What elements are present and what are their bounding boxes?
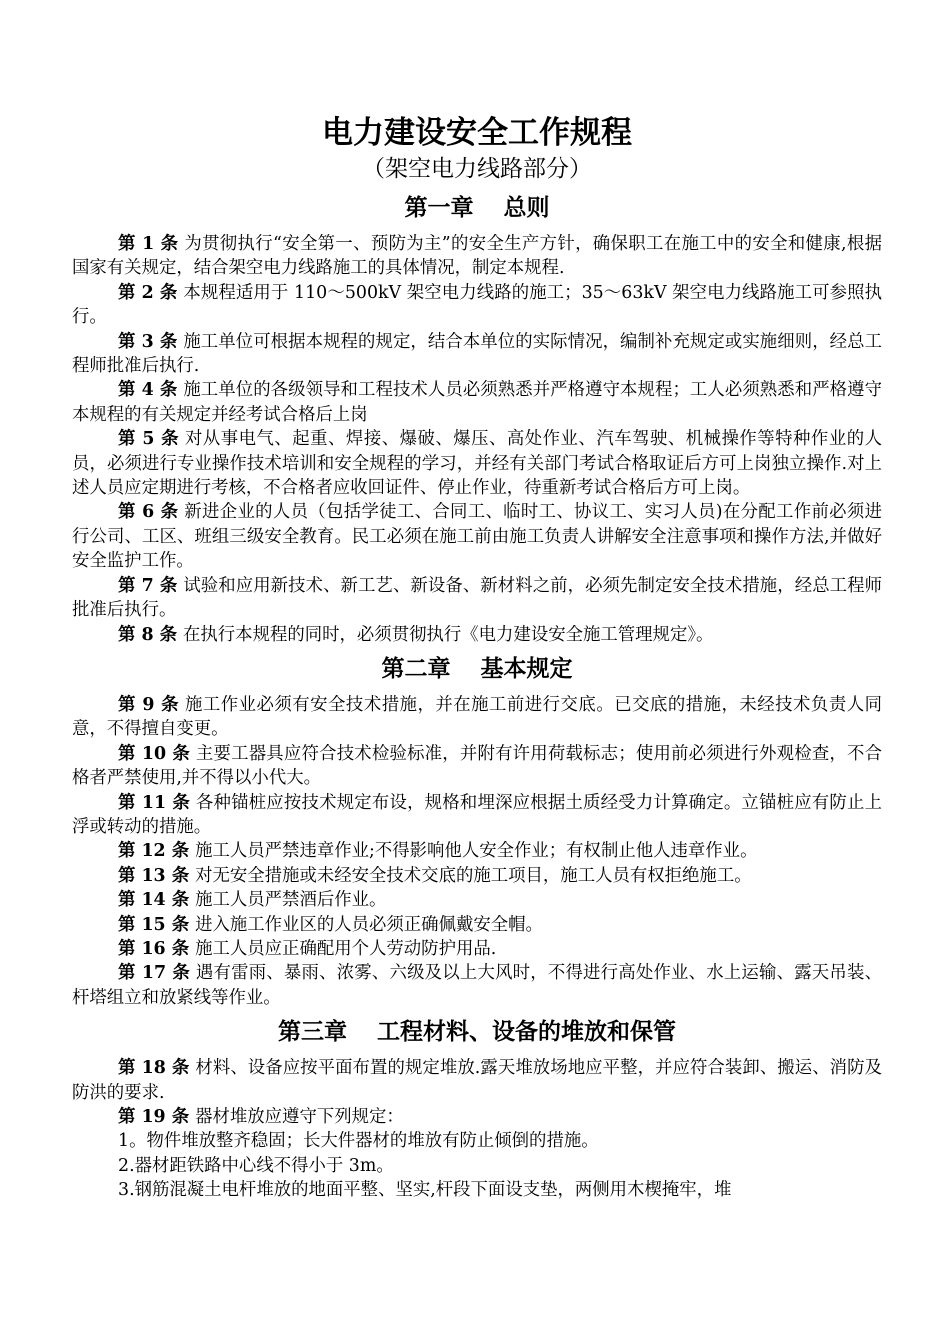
article-number: 第 13 条	[118, 865, 190, 886]
chapter-1	[72, 192, 882, 647]
article-text: 进入施工作业区的人员必须正确佩戴安全帽。	[195, 914, 543, 935]
article-text: 为贯彻执行“安全第一、预防为主”的安全生产方针，确保职工在施工中的安全和健康,根据国家有关规定，结合架空电力线路施工的具体情况，制定本规程.	[72, 234, 882, 279]
list-item: 1。物件堆放整齐稳固；长大件器材的堆放有防止倾倒的措施。	[118, 1131, 599, 1152]
article-text: 对从事电气、起重、焊接、爆破、爆压、高处作业、汽车驾驶、机械操作等特种作业的人员，必须进行专业操作技术培训和安全规程的学习，并经有关部门考试合格取证后方可上岗独立操作.对上述人员应定期进行考核，不合格者应收回证件、停止作业，待重新考试合格后方可上岗。	[72, 429, 882, 499]
article	[72, 378, 882, 427]
article	[72, 500, 882, 573]
article	[72, 864, 882, 888]
chapter-heading: 第三章 工程材料、设备的堆放和保管	[278, 1019, 676, 1046]
article-number: 第 12 条	[118, 841, 190, 862]
article	[72, 791, 882, 840]
article	[72, 937, 882, 961]
article-number: 第 4 条	[118, 380, 178, 401]
article-number: 第 10 条	[118, 743, 190, 764]
article-text: 新进企业的人员（包括学徒工、合同工、临时工、协议工、实习人员)在分配工作前必须进行公司、工区、班组三级安全教育。民工必须在施工前由施工负责人讲解安全注意事项和操作方法,并做好安全监护工作。	[72, 502, 882, 572]
article	[72, 1056, 882, 1105]
article-text: 主要工器具应符合技术检验标准，并附有许用荷载标志；使用前必须进行外观检查，不合格者严禁使用,并不得以小代大。	[72, 743, 882, 789]
article-text: 对无安全措施或未经安全技术交底的施工项目，施工人员有权拒绝施工。	[195, 865, 752, 886]
article-number: 第 14 条	[118, 890, 190, 911]
document-page	[72, 112, 882, 1203]
article-number: 第 11 条	[118, 792, 190, 813]
article-number: 第 5 条	[118, 429, 179, 450]
article-number: 第 1 条	[118, 234, 179, 254]
article	[72, 623, 882, 647]
article-number: 第 16 条	[118, 938, 190, 959]
article	[72, 574, 882, 623]
article-number: 第 8 条	[118, 624, 177, 645]
article	[72, 281, 882, 330]
article	[72, 330, 882, 379]
article-text: 在执行本规程的同时，必须贯彻执行《电力建设安全施工管理规定》。	[183, 624, 714, 645]
list-item: 2.器材距铁路中心线不得小于 3m。	[118, 1155, 394, 1176]
article	[72, 232, 882, 281]
document-subtitle: （架空电力线路部分）	[362, 156, 592, 182]
article-number: 第 17 条	[118, 963, 190, 984]
article-text: 各种锚桩应按技术规定布设，规格和埋深应根据土质经受力计算确定。立锚桩应有防止上浮或转动的措施。	[72, 792, 882, 837]
article	[72, 913, 882, 937]
chapter-2	[72, 653, 882, 1010]
list-item: 3.钢筋混凝土电杆堆放的地面平整、坚实,杆段下面设支垫，两侧用木楔掩牢，堆	[118, 1180, 732, 1201]
article	[72, 427, 882, 500]
article-text: 施工人员严禁酒后作业。	[195, 890, 387, 911]
article-number: 第 6 条	[118, 502, 179, 523]
article-number: 第 9 条	[118, 694, 179, 715]
article-text: 器材堆放应遵守下列规定：	[195, 1107, 404, 1127]
article-number: 第 15 条	[118, 914, 190, 935]
article-number: 第 19 条	[118, 1107, 190, 1127]
chapter-heading: 第一章 总则	[404, 195, 550, 221]
article-text: 材料、设备应按平面布置的规定堆放.露天堆放场地应平整，并应符合装卸、搬运、消防及防洪的要求.	[72, 1058, 882, 1103]
article	[72, 1105, 882, 1129]
chapter-3	[72, 1016, 882, 1202]
article-number: 第 7 条	[118, 575, 178, 596]
article-text: 施工作业必须有安全技术措施，并在施工前进行交底。已交底的措施，未经技术负责人同意，不得擅自变更。	[72, 694, 882, 740]
article-text: 施工人员应正确配用个人劳动防护用品.	[195, 938, 497, 959]
article-text: 本规程适用于 110～500kV 架空电力线路的施工；35～63kV 架空电力线路施工可参照执行。	[72, 282, 882, 328]
article	[72, 742, 882, 791]
article-number: 第 2 条	[118, 282, 178, 303]
chapter-heading: 第二章 基本规定	[381, 655, 573, 682]
article-text: 遇有雷雨、暴雨、浓雾、六级及以上大风时，不得进行高处作业、水上运输、露天吊装、杆塔组立和放紧线等作业。	[72, 963, 882, 1008]
article	[72, 839, 882, 863]
article-number: 第 18 条	[118, 1058, 190, 1079]
article-number: 第 3 条	[118, 331, 178, 352]
article	[72, 693, 882, 742]
article-text: 施工单位的各级领导和工程技术人员必须熟悉并严格遵守本规程；工人必须熟悉和严格遵守本规程的有关规定并经考试合格后上岗	[72, 380, 882, 425]
article-text: 施工人员严禁违章作业;不得影响他人安全作业；有权制止他人违章作业。	[195, 841, 758, 862]
article	[72, 888, 882, 912]
article	[72, 961, 882, 1010]
article-text: 施工单位可根据本规程的规定，结合本单位的实际情况，编制补充规定或实施细则，经总工程师批准后执行.	[72, 331, 882, 377]
document-title: 电力建设安全工作规程	[322, 115, 632, 151]
article-text: 试验和应用新技术、新工艺、新设备、新材料之前，必须先制定安全技术措施，经总工程师批准后执行。	[72, 575, 882, 621]
